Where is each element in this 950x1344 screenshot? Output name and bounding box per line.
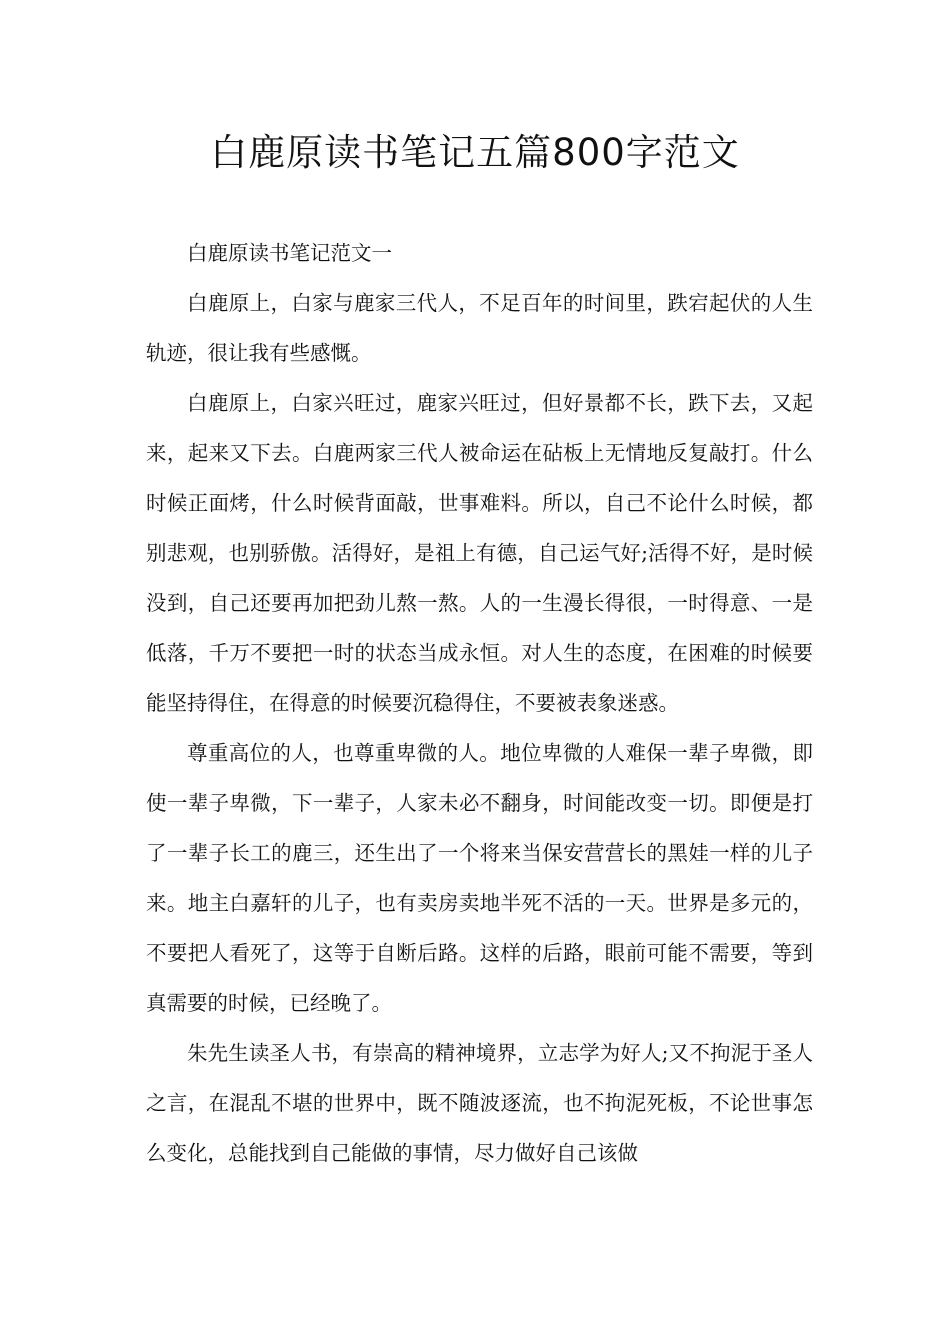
paragraph-2: 白鹿原上，白家兴旺过，鹿家兴旺过，但好景都不长，跌下去，又起来，起来又下去。白鹿两家三代人被命运在砧板上无情地反复敲打。什么时候正面烤，什么时候背面敲，世事难料。所以，自己不论什么时候，都别悲观，也别骄傲。活得好，是祖上有德，自己运气好;活得不好，是时候没到，自己还要再加把劲儿熬一熬。人的一生漫长得很，一时得意、一是低落，千万不要把一时的状态当成永恒。对人生的态度，在困难的时候要能坚持得住，在得意的时候要沉稳得住，不要被表象迷惑。 <box>146 391 813 715</box>
document-title: 白鹿原读书笔记五篇800字范文 <box>210 131 740 174</box>
paragraph-3: 尊重高位的人，也尊重卑微的人。地位卑微的人难保一辈子卑微，即使一辈子卑微，下一辈子，人家未必不翻身，时间能改变一切。即便是打了一辈子长工的鹿三，还生出了一个将来当保安营营长的黑娃一样的儿子来。地主白嘉轩的儿子，也有卖房卖地半死不活的一天。世界是多元的，不要把人看死了，这等于自断后路。这样的后路，眼前可能不需要，等到真需要的时候，已经晚了。 <box>146 741 813 1015</box>
section-subheading: 白鹿原读书笔记范文一 <box>187 241 392 265</box>
paragraph-1: 白鹿原上，白家与鹿家三代人，不足百年的时间里，跌宕起伏的人生轨迹，很让我有些感慨。 <box>146 291 813 365</box>
document-body <box>146 228 813 1178</box>
paragraph-4: 朱先生读圣人书，有崇高的精神境界，立志学为好人;又不拘泥于圣人之言，在混乱不堪的世界中，既不随波逐流，也不拘泥死板，不论世事怎么变化，总能找到自己能做的事情，尽力做好自己该做 <box>146 1041 813 1165</box>
